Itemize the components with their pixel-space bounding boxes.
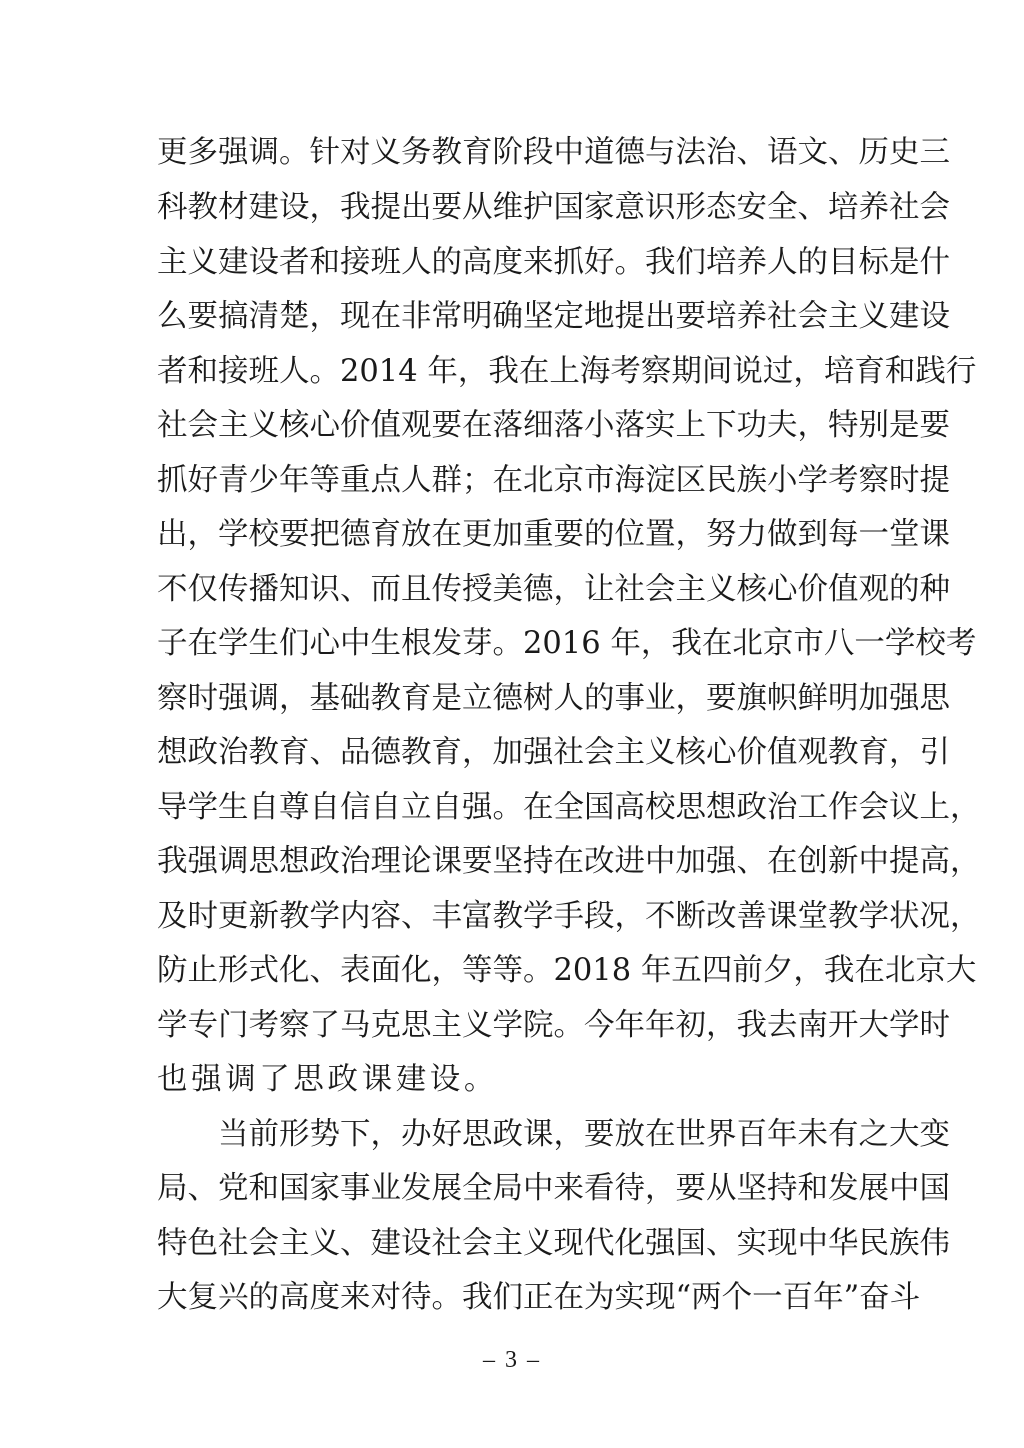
text-line: 大复兴的高度来对待。我们正在为实现“两个一百年”奋斗	[157, 1280, 921, 1315]
text-line: 社会主义核心价值观要在落细落小落实上下功夫，特别是要	[157, 408, 950, 443]
text-line: 局、党和国家事业发展全局中来看待，要从坚持和发展中国	[157, 1171, 950, 1206]
text-line: 导学生自尊自信自立自强。在全国高校思想政治工作会议上，	[157, 790, 981, 825]
text-line: 出，学校要把德育放在更加重要的位置，努力做到每一堂课	[157, 517, 950, 552]
text-line: 察时强调，基础教育是立德树人的事业，要旗帜鲜明加强思	[157, 681, 950, 716]
text-line: 者和接班人。2014 年，我在上海考察期间说过，培育和践行	[157, 354, 977, 389]
text-line: 么要搞清楚，现在非常明确坚定地提出要培养社会主义建设	[157, 299, 950, 334]
page-number: – 3 –	[483, 1347, 541, 1373]
text-line: 不仅传播知识、而且传授美德，让社会主义核心价值观的种	[157, 572, 950, 607]
text-line: 想政治教育、品德教育，加强社会主义核心价值观教育，引	[157, 735, 950, 770]
text-line: 也强调了思政课建设。	[157, 1062, 498, 1097]
text-line: 科教材建设，我提出要从维护国家意识形态安全、培养社会	[157, 190, 950, 225]
text-line: 防止形式化、表面化，等等。2018 年五四前夕，我在北京大	[157, 953, 977, 988]
paragraph-first-line: 当前形势下，办好思政课，要放在世界百年未有之大变	[218, 1117, 950, 1152]
text-line: 抓好青少年等重点人群；在北京市海淀区民族小学考察时提	[157, 463, 950, 498]
text-line: 更多强调。针对义务教育阶段中道德与法治、语文、历史三	[157, 135, 950, 170]
text-line: 学专门考察了马克思主义学院。今年年初，我去南开大学时	[157, 1008, 950, 1043]
text-line: 主义建设者和接班人的高度来抓好。我们培养人的目标是什	[157, 245, 950, 280]
text-line: 特色社会主义、建设社会主义现代化强国、实现中华民族伟	[157, 1226, 950, 1261]
text-line: 我强调思想政治理论课要坚持在改进中加强、在创新中提高，	[157, 844, 981, 879]
text-line: 及时更新教学内容、丰富教学手段，不断改善课堂教学状况，	[157, 899, 981, 934]
text-line: 子在学生们心中生根发芽。2016 年，我在北京市八一学校考	[157, 626, 977, 661]
